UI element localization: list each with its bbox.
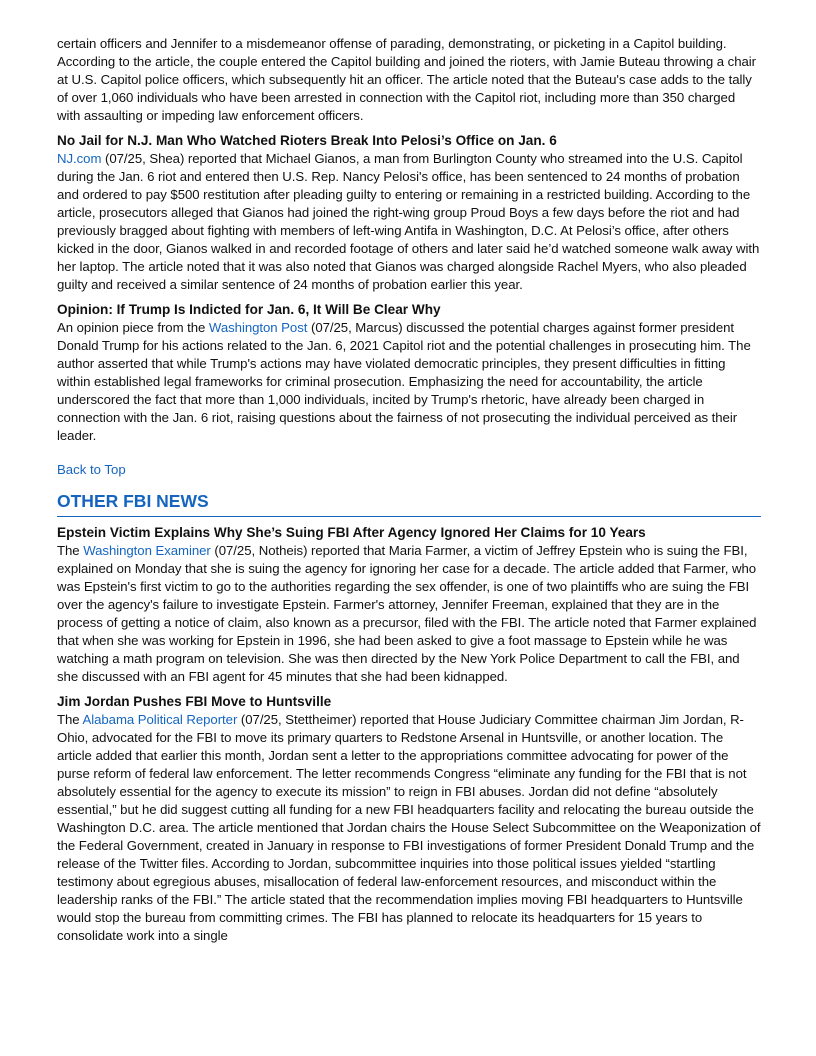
source-link-washington-examiner[interactable]: Washington Examiner — [83, 543, 211, 558]
source-link-washington-post[interactable]: Washington Post — [208, 320, 308, 335]
article-title: No Jail for N.J. Man Who Watched Rioters Break Into Pelosi’s Office on Jan. 6 — [57, 133, 557, 148]
article-body — [57, 319, 761, 445]
source-link-njcom[interactable]: NJ.com — [57, 151, 102, 166]
article-epstein-victim — [57, 524, 761, 686]
article-text: (07/25, Notheis) reported that Maria Farmer, a victim of Jeffrey Epstein who is suing the FBI, explained on Monday that she is suing the agency for ignoring her case for a decade. The article added that Farmer, who was Epstein's first victim to go to the authorities regarding the sex offender, is one of two plaintiffs who are suing the FBI over the agency's failure to investigate Epstein. Farmer's attorney, Jennifer Freeman, explained that they are in the process of getting a notice of claim, also known as a precursor, filed with the FBI. The article noted that Farmer explained that when she was working for Epstein in 1996, she had been asked to give a foot massage to Epstein while he was watching a math program on television. She was then directed by the New York Police Department to call the FBI, and she discussed with an FBI agent for 45 minutes that she had been kidnapped. — [57, 543, 757, 684]
source-link-alabama-political-reporter[interactable]: Alabama Political Reporter — [82, 712, 238, 727]
article-body — [57, 150, 761, 294]
article-text: (07/25, Stettheimer) reported that House Judiciary Committee chairman Jim Jordan, R-Ohio, advocated for the FBI to move its primary quarters to Redstone Arsenal in Huntsville, or another location. The article added that earlier this month, Jordan sent a letter to the appropriations committee advocating for power of the purse reform of federal law enforcement. The letter recommends Congress “eliminate any funding for the FBI that is not absolutely essential for the agency to execute its mission” to reign in FBI abuses. Jordan did not define “absolutely essential,” but he did suggest cutting all funding for a new FBI headquarters facility and relocating the bureau outside the Washington D.C. area. The article mentioned that Jordan chairs the House Select Subcommittee on the Weaponization of the Federal Government, created in January in response to FBI investigations of former President Donald Trump and the release of the Twitter files. According to Jordan, subcommittee inquiries into those political issues yielded “startling testimony about egregious abuses, misallocation of federal law-enforcement resources, and misconduct within the leadership ranks of the FBI.” The article stated that the recommendation implies moving FBI headquarters to Huntsville would stop the bureau from committing crimes. The FBI has planned to relocate its headquarters for 15 years to consolidate work into a single — [57, 712, 761, 943]
section-divider — [57, 516, 761, 517]
article-title: Opinion: If Trump Is Indicted for Jan. 6, It Will Be Clear Why — [57, 302, 441, 317]
article-title: Epstein Victim Explains Why She’s Suing FBI After Agency Ignored Her Claims for 10 Years — [57, 525, 646, 540]
back-to-top-link[interactable]: Back to Top — [57, 462, 126, 477]
back-to-top-row — [57, 461, 761, 479]
intro-paragraph: certain officers and Jennifer to a misdemeanor offense of parading, demonstrating, or picketing in a Capitol building. According to the article, the couple entered the Capitol building and joined the rioters, with Jamie Buteau throwing a chair at U.S. Capitol police officers, which subsequently hit an officer. The article noted that the Buteau's case adds to the tally of over 1,060 individuals who have been arrested in connection with the Capitol riot, including more than 350 charged with assaulting or impeding law enforcement officers. — [57, 36, 757, 123]
article-jordan-huntsville — [57, 693, 761, 945]
article-nj-gianos — [57, 132, 761, 294]
page-content — [57, 35, 761, 945]
article-title: Jim Jordan Pushes FBI Move to Huntsville — [57, 694, 332, 709]
section-heading-other-fbi-news: OTHER FBI NEWS — [57, 491, 209, 511]
article-text: (07/25, Shea) reported that Michael Gianos, a man from Burlington County who streamed into the U.S. Capitol during the Jan. 6 riot and entered then U.S. Rep. Nancy Pelosi's office, has been sentenced to 24 months of probation and ordered to pay $500 restitution after pleading guilty to entering or remaining in a restricted building. According to the article, prosecutors alleged that Gianos had joined the right-wing group Proud Boys a few days before the riot and had previously bragged about fighting with members of left-wing Antifa in Washington, D.C. At Pelosi’s office, after others kicked in the door, Gianos walked in and recorded footage of others and later said he’d watched someone walk away with her laptop. The article noted that it was also noted that Gianos was charged alongside Rachel Myers, who also pleaded guilty and received a similar sentence of 24 months of probation earlier this year. — [57, 151, 760, 292]
article-trump-opinion — [57, 301, 761, 445]
article-lead: The — [57, 712, 83, 727]
article-text: (07/25, Marcus) discussed the potential charges against former president Donald Trump for his actions related to the Jan. 6, 2021 Capitol riot and the potential challenges in prosecuting him. The author asserted that while Trump's actions may have violated democratic principles, they present difficulties in fitting within established legal frameworks for criminal prosecution. Emphasizing the need for accountability, the article underscored the fact that more than 1,000 individuals, incited by Trump's rhetoric, have already been charged in connection with the Jan. 6 riot, raising questions about the fairness of not prosecuting the individual perceived as their leader. — [57, 320, 751, 443]
article-body — [57, 542, 761, 686]
article-lead: An opinion piece from the — [57, 320, 209, 335]
article-body — [57, 711, 761, 945]
article-lead: The — [57, 543, 84, 558]
